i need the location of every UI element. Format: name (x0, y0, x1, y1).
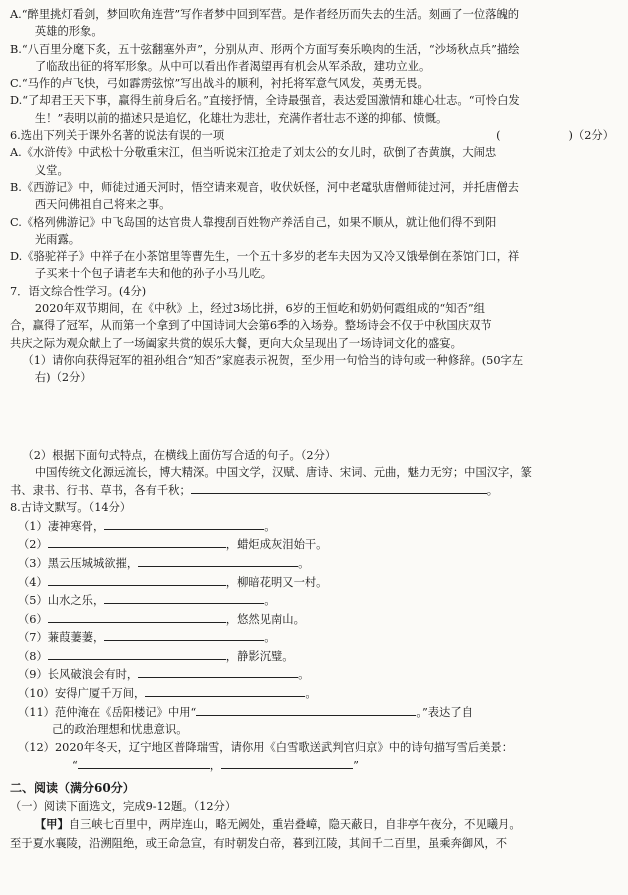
q6-answer-slot[interactable]: ( )（2分） (496, 129, 614, 143)
q7-stem: 7．语文综合性学习。(4分) (10, 284, 147, 298)
q8-item-11-cont: 己的政治理想和忧患意识。 (52, 723, 188, 737)
q8-item: （1）凄神寒骨， 。 (10, 517, 614, 536)
q8-item-blank[interactable] (48, 535, 226, 548)
q8-item-blank[interactable] (145, 684, 305, 697)
q6-score: （2分） (572, 129, 614, 143)
q8-item-11-blank[interactable] (196, 703, 416, 716)
q6-option-b-cont: 西天问佛祖自己将来之事。 (34, 198, 171, 212)
q8-item-blank[interactable] (104, 517, 264, 530)
q6-option-b: B.《西游记》中，师徒过通天河时，悟空请来观音，收伏妖怪，河中老鼋驮唐僧师徒过河，并托唐僧去 (10, 180, 519, 194)
reading-passage-line: 【甲】自三峡七百里中，两岸连山，略无阙处，重岩叠嶂，隐天蔽日，自非亭午夜分，不见曦月。 (34, 817, 521, 832)
q5-option-a: A.“醉里挑灯看剑，梦回吹角连营”写作者梦中回到军营。是作者经历而失去的生活。刻画了一位落魄的 (10, 8, 520, 21)
q8-item: （9）长风破浪会有时， 。 (10, 665, 614, 684)
q8-item-blank[interactable] (104, 628, 264, 641)
q7-sub2-example-cont: 书、隶书、行书、草书，各有千秋； 。 (10, 481, 614, 499)
q8-item-blank[interactable] (138, 554, 298, 567)
q8-item-12-blank-1[interactable] (78, 756, 210, 769)
q5-option-d: D.“了却君王天下事，赢得生前身后名。”直接抒情，全诗最强音，表达爱国激情和雄心壮志。“可怜白发 (10, 94, 520, 108)
q6-option-d: D.《骆驼祥子》中祥子在小茶馆里等曹先生，一个五十多岁的老车夫因为又冷又饿晕倒在茶馆门口，祥 (10, 250, 520, 264)
q8-items (10, 517, 614, 703)
q8-item: （3）黑云压城城欲摧， 。 (10, 554, 614, 573)
q8-item-12: （12）2020年冬天，辽宁地区普降瑞雪，请你用《白雪歌送武判官归京》中的诗句描写雪后美景： (18, 740, 514, 754)
q5-option-c: C.“马作的卢飞快，弓如霹雳弦惊”写出战斗的顺利，衬托将军意气风发，英勇无畏。 (10, 77, 429, 91)
q8-item-blank[interactable] (104, 591, 264, 604)
reading-passage-line: 至于夏水襄陵，沿溯阻绝，或王命急宣，有时朝发白帝，暮到江陵，其间千二百里，虽乘奔御风，不 (10, 837, 508, 851)
q8-item-blank[interactable] (48, 573, 226, 586)
q5-option-b: B.“八百里分麾下炙，五十弦翻塞外声”，分别从声、形两个方面写奏乐唤肉的生活，“沙场秋点兵”描绘 (10, 42, 520, 56)
q7-sub1-prompt-cont: 右)（2分） (34, 371, 92, 385)
q6-option-c-cont: 光雨露。 (34, 232, 81, 246)
q7-paragraph-line: 合，赢得了冠军，从而第一个拿到了中国诗词大会第6季的入场券。整场诗会不仅于中秋国庆双节 (10, 319, 492, 333)
q6-stem: 6.选出下列关于课外名著的说法有误的一项 (10, 129, 225, 143)
q8-item: （4） ，柳暗花明又一村。 (10, 573, 614, 592)
q7-sub2-prompt: （2）根据下面句式特点，在横线上面仿写合适的句子。（2分） (22, 448, 337, 462)
reading-part1-title: （一）阅读下面选文，完成9-12题。（12分） (10, 800, 237, 814)
q7-sub1-prompt: （1）请你向获得冠军的祖孙组合“知否”家庭表示祝贺，至少用一句恰当的诗句或一种修辞。(50字左 (22, 353, 524, 367)
q8-item-blank[interactable] (48, 610, 226, 623)
q8-item: （5）山水之乐， 。 (10, 591, 614, 610)
q8-item-11: （11）范仲淹在《岳阳楼记》中用“ 。”表达了自 (10, 703, 614, 722)
q7-sub2-example: 中国传统文化源远流长，博大精深。中国文学，汉赋、唐诗、宋词、元曲，魅力无穷；中国汉字，篆 (34, 465, 532, 479)
q8-item: （7）蒹葭萋萋， 。 (10, 628, 614, 647)
q6-stem-row (10, 127, 614, 144)
q7-paragraph-line: 共庆之际为观众献上了一场阖家共赏的娱乐大餐，更向大众呈现出了一场诗词文化的盛宴。 (10, 336, 462, 350)
q7-sub2-answer-blank[interactable] (191, 481, 487, 494)
q8-item: （10）安得广厦千万间， 。 (10, 684, 614, 703)
q8-item: （6） ，悠然见南山。 (10, 610, 614, 629)
reading-section-title: 二、阅读（满分60分） (10, 781, 135, 796)
q7-sub1-answer-area[interactable] (10, 387, 614, 447)
q8-stem: 8.古诗文默写。（14分） (10, 501, 132, 515)
q5-option-b-cont: 了临敌出征的将军形象。从中可以看出作者渴望再有机会从军杀敌，建功立业。 (34, 59, 431, 73)
q6-option-d-cont: 子买来十个包子请老车夫和他的孙子小马儿吃。 (34, 267, 273, 281)
q5-option-d-cont: 生！”表明以前的描述只是追忆，化雄壮为悲壮，充满作者壮志不遂的抑郁、愤慨。 (34, 111, 448, 125)
q5-option-a-cont: 英雄的形象。 (34, 25, 103, 39)
q6-option-c: C.《格列佛游记》中飞岛国的达官贵人靠搜刮百姓物产养活自己，如果不顺从，就让他们得不到阳 (10, 215, 497, 229)
q6-option-a-cont: 义堂。 (34, 163, 69, 177)
q8-item-blank[interactable] (138, 665, 298, 678)
q8-item: （2） ，蜡炬成灰泪始干。 (10, 535, 614, 554)
q8-item: （8） ，静影沉璧。 (10, 647, 614, 666)
q7-paragraph-line: 2020年双节期间，在《中秋》上，经过3场比拼，6岁的王恒屹和奶奶何霞组成的“知否”组 (34, 302, 485, 316)
q8-item-blank[interactable] (48, 647, 226, 660)
q8-item-12-answer: “ ， ” (10, 756, 614, 775)
q6-option-a: A.《水浒传》中武松十分敬重宋江，但当听说宋江抢走了刘太公的女儿时，砍倒了杏黄旗，大闹忠 (10, 146, 497, 160)
q8-item-12-blank-2[interactable] (221, 756, 353, 769)
